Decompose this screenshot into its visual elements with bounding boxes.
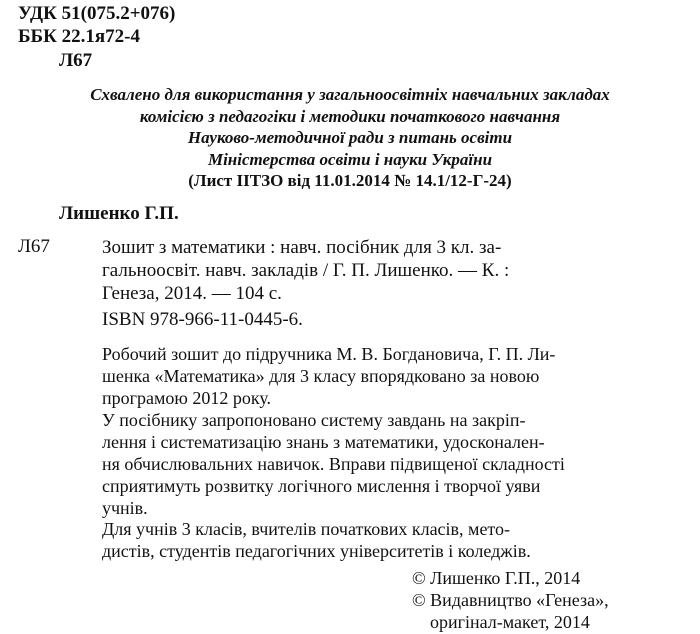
annotation-line: лення і систематизацію знань з математики, удосконален- [102,432,545,452]
annotation-line: програмою 2012 року. [102,388,272,408]
description-line: Генеза, 2014. — 104 с. [102,283,282,304]
bbk-code: ББК 22.1я72-4 [18,26,141,47]
annotation-paragraph-1 [102,343,659,409]
author-sign: Л67 [18,236,50,257]
copyright-layout: оригінал-макет, 2014 [430,612,590,632]
approval-line: Схвалено для використання у загальноосвітніх навчальних закладах [90,85,610,104]
annotation-line: сприятимуть розвитку логічного мислення і творчої уяви [102,476,541,496]
annotation-line: ня обчислювальних навичок. Вправи підвищеної складності [102,454,565,474]
annotation-line: Робочий зошит до підручника М. В. Богдановича, Г. П. Ли- [102,344,556,364]
isbn: ISBN 978-966-11-0445-6. [102,309,303,330]
description-line: Зошит з математики : навч. посібник для 3 кл. за- [102,237,502,258]
udk-code: УДК 51(075.2+076) [18,3,176,24]
author-heading: Лишенко Г.П. [59,203,179,224]
description-line: гальноосвіт. навч. закладів / Г. П. Лишенко. — К. : [102,260,510,281]
annotation-paragraph-3 [102,518,659,562]
annotation-line: дистів, студентів педагогічних університетів і коледжів. [102,541,531,561]
copyright-author: © Лишенко Г.П., 2014 [412,568,581,588]
copyright-publisher: © Видавництво «Генеза», [412,590,609,610]
approval-line: Науково-методичної ради з питань освіти [187,128,513,147]
author-sign-top: Л67 [59,50,93,71]
annotation-line: учнів. [102,498,148,518]
annotation-line: Для учнів 3 класів, вчителів початкових класів, мето- [102,519,511,539]
approval-letter: (Лист ІІТЗО від 11.01.2014 № 14.1/12-Г-24) [188,171,512,190]
approval-line: комісією з педагогіки і методики початкового навчання [139,106,561,126]
approval-line: Міністерства освіти і науки України [207,149,493,169]
annotation-paragraph-2 [102,409,659,519]
bibliographic-description [102,236,659,305]
ministry-approval [0,84,700,192]
annotation-line: У посібнику запропоновано систему завдань на закріп- [102,410,526,430]
annotation-line: шенка «Математика» для 3 класу впорядковано за новою [102,366,540,386]
